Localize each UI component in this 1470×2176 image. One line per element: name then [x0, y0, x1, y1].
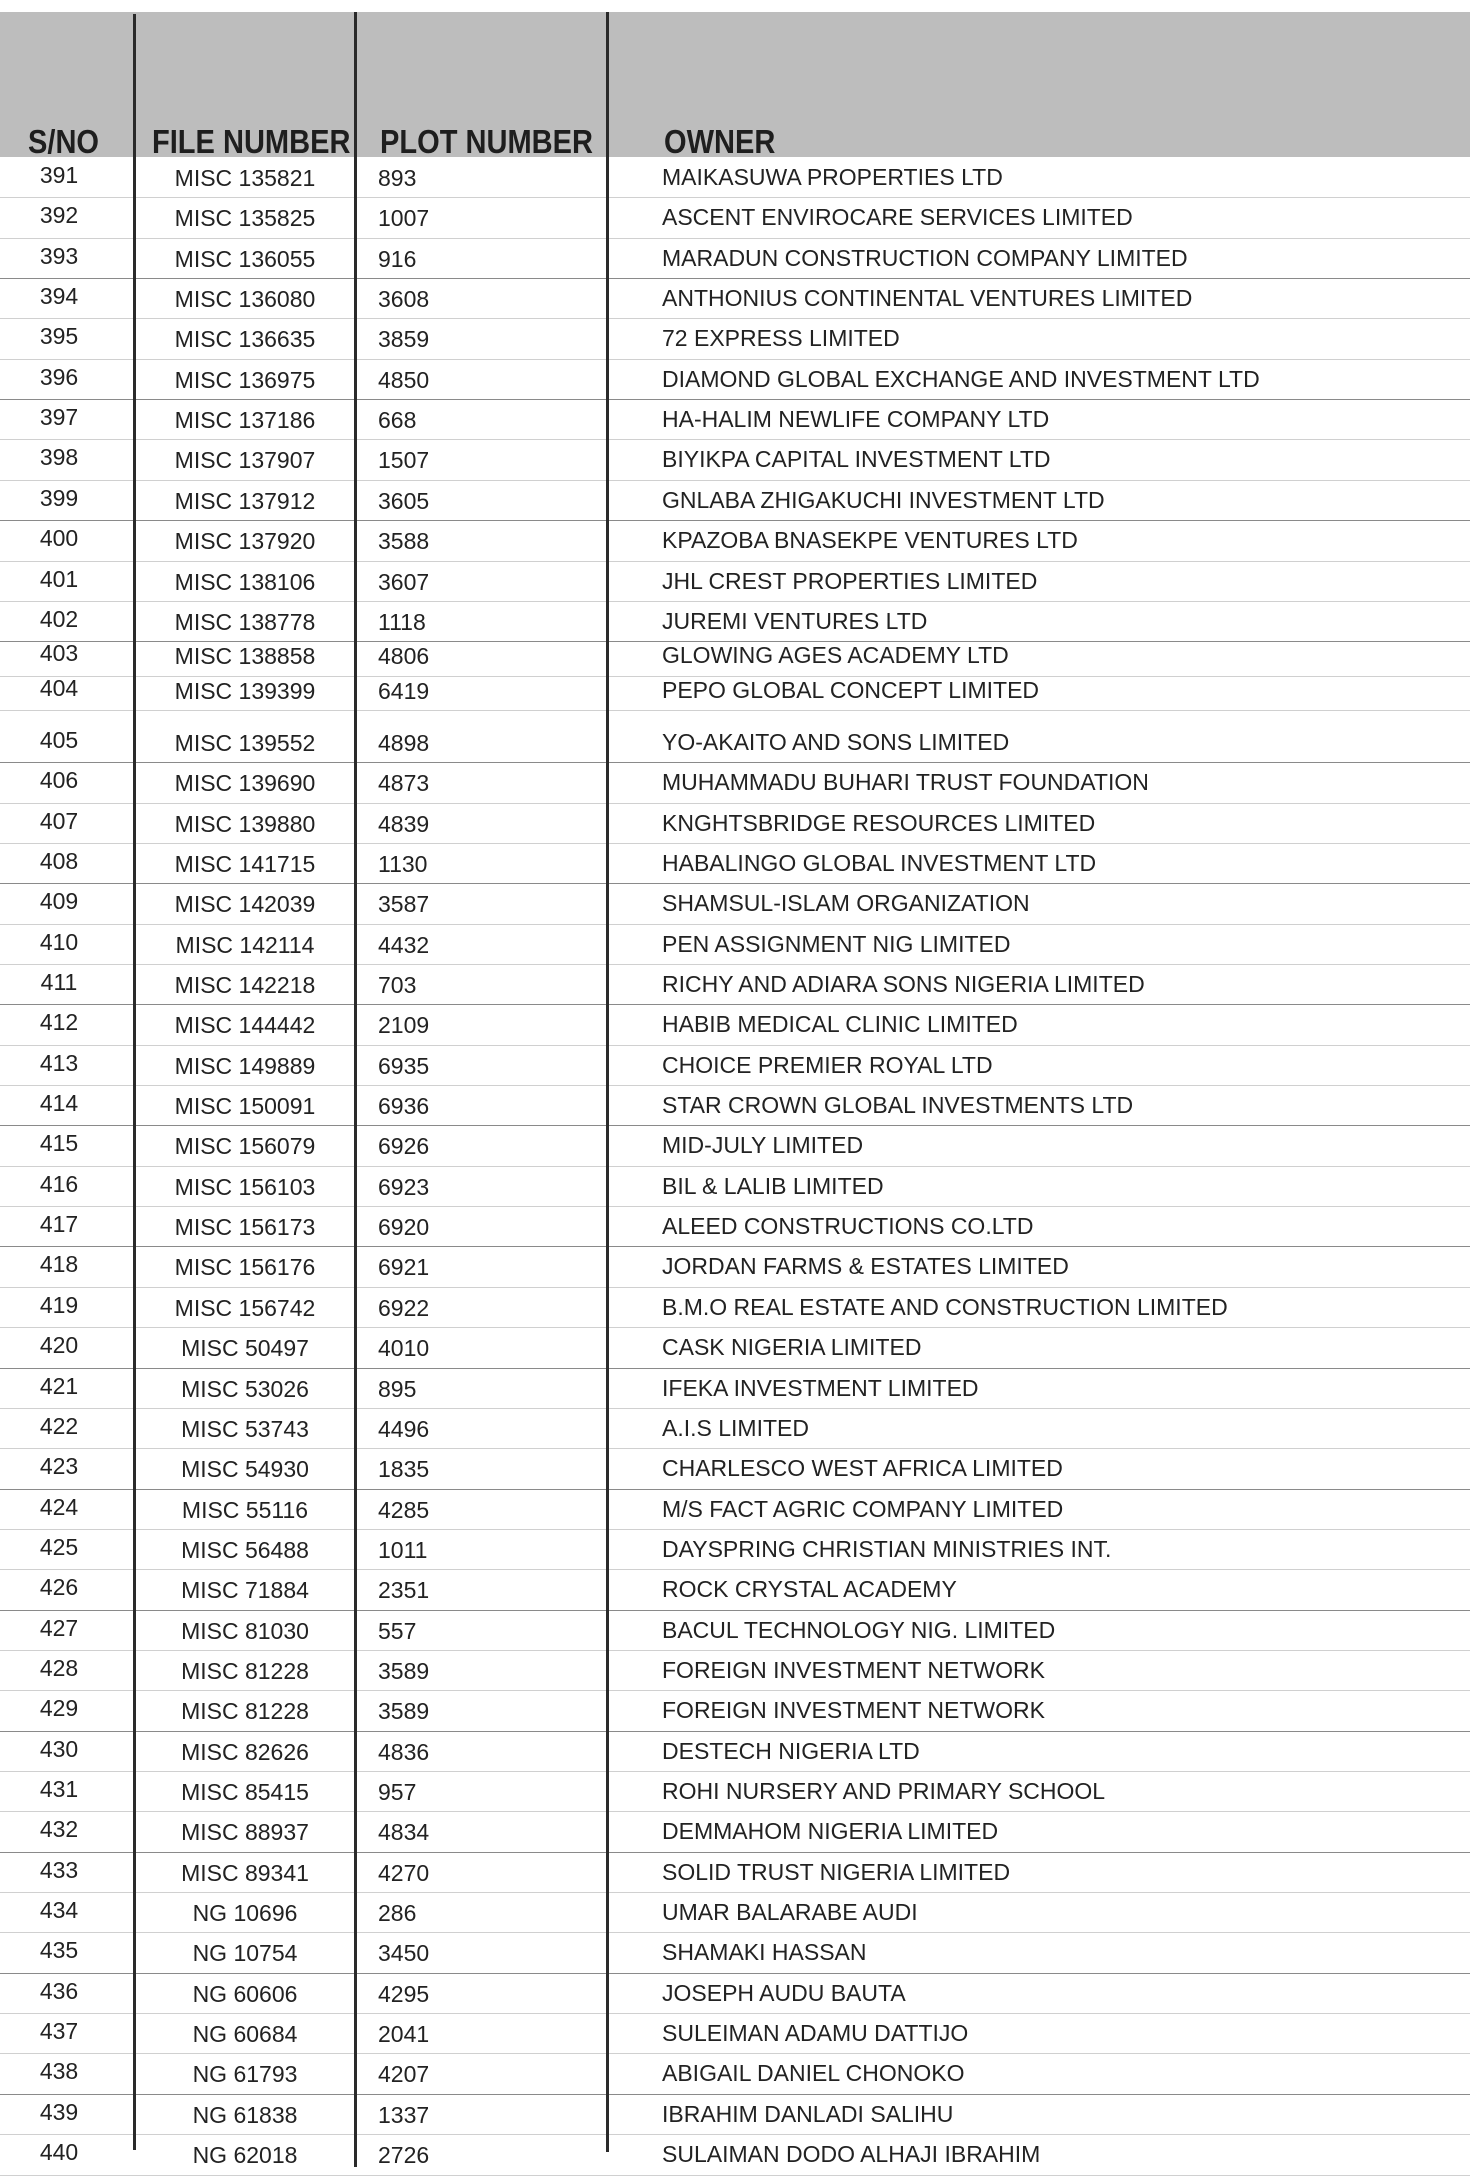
cell-plot-number: 4873	[378, 770, 430, 797]
cell-owner: BIL & LALIB LIMITED	[662, 1172, 884, 1199]
table-row	[0, 762, 1470, 802]
cell-plot-number: 916	[378, 245, 417, 272]
cell-sno: 407	[39, 807, 79, 834]
cell-plot-number: 895	[378, 1375, 417, 1402]
cell-file-number: MISC 136055	[174, 245, 316, 272]
table-row	[0, 439, 1470, 479]
table-row	[0, 1811, 1470, 1851]
cell-plot-number: 3450	[378, 1940, 430, 1967]
cell-file-number: NG 62018	[192, 2142, 298, 2169]
cell-owner: RICHY AND ADIARA SONS NIGERIA LIMITED	[662, 971, 1145, 997]
cell-sno: 410	[39, 928, 79, 955]
cell-sno: 398	[39, 444, 79, 471]
table-row	[0, 1166, 1470, 1206]
cell-sno: 403	[39, 640, 79, 667]
column-divider	[606, 12, 609, 2152]
cell-owner: PEN ASSIGNMENT NIG LIMITED	[662, 930, 1011, 957]
cell-plot-number: 3587	[378, 891, 430, 918]
table-row	[0, 1852, 1470, 1892]
cell-owner: MID-JULY LIMITED	[662, 1132, 864, 1159]
table-row	[0, 1489, 1470, 1529]
cell-owner: MUHAMMADU BUHARI TRUST FOUNDATION	[662, 769, 1149, 796]
cell-plot-number: 4850	[378, 366, 430, 393]
cell-file-number: NG 10754	[192, 1940, 298, 1967]
cell-sno: 395	[39, 323, 79, 350]
cell-sno: 418	[39, 1251, 79, 1278]
cell-sno: 393	[39, 242, 79, 269]
cell-file-number: MISC 137920	[174, 528, 316, 555]
cell-sno: 434	[39, 1897, 79, 1924]
cell-file-number: NG 10696	[192, 1900, 298, 1927]
cell-plot-number: 4270	[378, 1859, 430, 1886]
cell-plot-number: 3588	[378, 528, 430, 555]
cell-owner: ANTHONIUS CONTINENTAL VENTURES LIMITED	[662, 285, 1193, 312]
cell-sno: 422	[39, 1412, 79, 1439]
cell-sno: 421	[39, 1372, 79, 1399]
cell-plot-number: 4898	[378, 729, 430, 756]
cell-file-number: MISC 137186	[174, 407, 316, 434]
cell-file-number: MISC 141715	[174, 850, 316, 877]
cell-owner: CHOICE PREMIER ROYAL LTD	[662, 1051, 993, 1078]
cell-plot-number: 1118	[378, 608, 426, 635]
table-row	[0, 1045, 1470, 1085]
cell-file-number: MISC 136080	[174, 286, 316, 313]
cell-file-number: MISC 55116	[181, 1496, 309, 1523]
cell-sno: 399	[39, 484, 79, 511]
cell-plot-number: 286	[378, 1900, 417, 1927]
cell-file-number: MISC 81228	[181, 1698, 309, 1725]
cell-plot-number: 957	[378, 1779, 417, 1805]
cell-file-number: MISC 139399	[174, 677, 316, 704]
cell-sno: 431	[39, 1776, 79, 1802]
cell-sno: 423	[39, 1453, 79, 1480]
table-row	[0, 480, 1470, 520]
cell-file-number: MISC 136975	[174, 366, 316, 393]
cell-file-number: MISC 135825	[174, 205, 316, 232]
cell-sno: 426	[39, 1574, 79, 1601]
cell-plot-number: 4834	[378, 1819, 430, 1846]
cell-plot-number: 6936	[378, 1093, 430, 1120]
table-row	[0, 1327, 1470, 1367]
cell-sno: 413	[39, 1049, 79, 1076]
table-row	[0, 1529, 1470, 1569]
cell-plot-number: 6923	[378, 1173, 430, 1200]
cell-owner: ROHI NURSERY AND PRIMARY SCHOOL	[662, 1778, 1106, 1804]
cell-sno: 415	[39, 1130, 79, 1157]
table-row	[0, 318, 1470, 358]
cell-plot-number: 3605	[378, 487, 430, 514]
cell-plot-number: 6920	[378, 1214, 430, 1241]
cell-plot-number: 1011	[378, 1536, 428, 1563]
cell-sno: 412	[39, 1009, 79, 1036]
cell-plot-number: 6921	[378, 1254, 430, 1281]
table-row	[0, 157, 1470, 197]
cell-owner: DEMMAHOM NIGERIA LIMITED	[662, 1818, 999, 1845]
cell-sno: 416	[39, 1170, 79, 1197]
cell-plot-number: 3589	[378, 1657, 430, 1684]
cell-sno: 429	[39, 1695, 79, 1722]
cell-sno: 409	[39, 888, 79, 915]
cell-sno: 433	[39, 1856, 79, 1883]
table-row	[0, 1206, 1470, 1246]
cell-file-number: MISC 89341	[181, 1859, 309, 1886]
cell-file-number: MISC 156103	[174, 1173, 316, 1200]
cell-plot-number: 1337	[378, 2101, 430, 2128]
table-row	[0, 561, 1470, 601]
cell-owner: GLOWING AGES ACADEMY LTD	[662, 642, 1009, 669]
cell-file-number: MISC 81228	[181, 1657, 309, 1684]
cell-owner: SOLID TRUST NIGERIA LIMITED	[662, 1858, 1011, 1885]
column-divider	[133, 14, 136, 2150]
table-row	[0, 238, 1470, 278]
cell-owner: ABIGAIL DANIEL CHONOKO	[662, 2060, 965, 2087]
cell-plot-number: 6935	[378, 1052, 430, 1079]
cell-plot-number: 2351	[378, 1577, 430, 1604]
table-row	[0, 1569, 1470, 1609]
cell-file-number: NG 61793	[192, 2061, 298, 2088]
cell-sno: 406	[39, 767, 79, 794]
cell-sno: 414	[39, 1090, 79, 1117]
cell-plot-number: 703	[378, 972, 417, 998]
cell-plot-number: 557	[378, 1617, 417, 1644]
table-row	[0, 1085, 1470, 1125]
cell-file-number: MISC 53743	[181, 1415, 309, 1442]
cell-file-number: MISC 82626	[181, 1738, 309, 1765]
table-row	[0, 2134, 1470, 2174]
cell-sno: 425	[39, 1533, 79, 1560]
cell-plot-number: 4432	[378, 931, 430, 958]
cell-sno: 405	[39, 726, 79, 753]
cell-file-number: MISC 156742	[174, 1294, 316, 1321]
cell-plot-number: 1835	[378, 1456, 430, 1483]
cell-file-number: MISC 71884	[181, 1577, 309, 1604]
cell-owner: M/S FACT AGRIC COMPANY LIMITED	[662, 1495, 1064, 1522]
table-row	[0, 1368, 1470, 1408]
cell-plot-number: 3859	[378, 326, 430, 353]
cell-file-number: MISC 138778	[174, 608, 316, 635]
cell-owner: KPAZOBA BNASEKPE VENTURES LTD	[662, 527, 1078, 554]
cell-sno: 427	[39, 1614, 79, 1641]
cell-file-number: MISC 139552	[174, 729, 316, 756]
table-row	[0, 1246, 1470, 1286]
cell-owner: SULAIMAN DODO ALHAJI IBRAHIM	[662, 2141, 1041, 2168]
header-file-number: FILE NUMBER	[152, 123, 351, 160]
cell-plot-number: 3589	[378, 1698, 430, 1725]
table-row	[0, 2053, 1470, 2093]
cell-sno: 401	[39, 565, 79, 592]
table-row	[0, 964, 1470, 1004]
cell-file-number: MISC 81030	[181, 1617, 309, 1644]
cell-plot-number: 1130	[378, 850, 428, 877]
cell-plot-number: 4806	[378, 643, 430, 670]
table-row	[0, 1973, 1470, 2013]
cell-owner: ASCENT ENVIROCARE SERVICES LIMITED	[662, 204, 1133, 231]
cell-file-number: MISC 142039	[174, 891, 316, 918]
cell-owner: MARADUN CONSTRUCTION COMPANY LIMITED	[662, 244, 1188, 271]
cell-sno: 440	[39, 2139, 79, 2166]
cell-sno: 419	[39, 1291, 79, 1318]
cell-owner: SHAMAKI HASSAN	[662, 1939, 867, 1966]
cell-file-number: NG 60684	[192, 2021, 298, 2048]
cell-file-number: MISC 54930	[181, 1456, 309, 1483]
cell-owner: ALEED CONSTRUCTIONS CO.LTD	[662, 1213, 1034, 1240]
table-row	[0, 2013, 1470, 2053]
cell-owner: JOSEPH AUDU BAUTA	[662, 1979, 906, 2006]
table-row	[0, 1610, 1470, 1650]
cell-sno: 420	[39, 1332, 79, 1359]
cell-owner: DIAMOND GLOBAL EXCHANGE AND INVESTMENT LTD	[662, 365, 1260, 392]
cell-sno: 397	[39, 404, 79, 431]
cell-plot-number: 6922	[378, 1294, 430, 1321]
cell-owner: DAYSPRING CHRISTIAN MINISTRIES INT.	[662, 1535, 1112, 1562]
cell-file-number: MISC 85415	[181, 1779, 309, 1805]
cell-owner: JORDAN FARMS & ESTATES LIMITED	[662, 1253, 1069, 1280]
cell-file-number: MISC 139690	[174, 770, 316, 797]
cell-plot-number: 6926	[378, 1133, 430, 1160]
cell-sno: 394	[39, 283, 79, 310]
cell-sno: 432	[39, 1816, 79, 1843]
cell-owner: HABIB MEDICAL CLINIC LIMITED	[662, 1011, 1018, 1038]
table-row	[0, 1287, 1470, 1327]
cell-owner: FOREIGN INVESTMENT NETWORK	[662, 1697, 1045, 1724]
table-row	[0, 722, 1470, 762]
table-row	[0, 2094, 1470, 2134]
cell-plot-number: 2041	[378, 2021, 430, 2048]
cell-sno: 392	[39, 202, 79, 229]
cell-sno: 400	[39, 525, 79, 552]
cell-sno: 435	[39, 1937, 79, 1964]
table-row	[0, 1892, 1470, 1932]
table-row	[0, 924, 1470, 964]
table-row	[0, 1650, 1470, 1690]
table-row	[0, 843, 1470, 883]
cell-plot-number: 4295	[378, 1980, 430, 2007]
cell-plot-number: 4839	[378, 810, 430, 837]
cell-owner: GNLABA ZHIGAKUCHI INVESTMENT LTD	[662, 486, 1105, 513]
cell-owner: STAR CROWN GLOBAL INVESTMENTS LTD	[662, 1092, 1134, 1119]
cell-owner: BIYIKPA CAPITAL INVESTMENT LTD	[662, 446, 1051, 473]
cell-plot-number: 4010	[378, 1335, 430, 1362]
cell-file-number: NG 61838	[192, 2101, 298, 2128]
table-row	[0, 197, 1470, 237]
cell-owner: CASK NIGERIA LIMITED	[662, 1334, 922, 1361]
cell-plot-number: 893	[378, 165, 417, 191]
table-row	[0, 1004, 1470, 1044]
header-plot-number: PLOT NUMBER	[380, 123, 593, 160]
cell-plot-number: 2726	[378, 2142, 430, 2169]
cell-sno: 438	[39, 2058, 79, 2085]
cell-owner: YO-AKAITO AND SONS LIMITED	[662, 728, 1010, 755]
cell-sno: 428	[39, 1654, 79, 1681]
table-row	[0, 520, 1470, 560]
cell-owner: HA-HALIM NEWLIFE COMPANY LTD	[662, 406, 1050, 433]
cell-plot-number: 668	[378, 407, 417, 434]
cell-plot-number: 4285	[378, 1496, 430, 1523]
cell-file-number: MISC 53026	[181, 1375, 309, 1402]
cell-owner: A.I.S LIMITED	[662, 1414, 809, 1441]
cell-plot-number: 4496	[378, 1415, 430, 1442]
table-row	[0, 1408, 1470, 1448]
cell-file-number: MISC 139880	[174, 810, 316, 837]
cell-file-number: MISC 136635	[174, 326, 316, 353]
cell-file-number: MISC 138858	[174, 643, 316, 670]
cell-sno: 417	[39, 1211, 79, 1238]
cell-sno: 391	[39, 162, 79, 188]
row-divider	[0, 710, 1470, 711]
header-sno: S/NO	[28, 123, 100, 160]
cell-sno: 430	[39, 1735, 79, 1762]
cell-file-number: MISC 135821	[174, 165, 316, 191]
cell-file-number: MISC 88937	[181, 1819, 309, 1846]
table-row	[0, 1731, 1470, 1771]
cell-sno: 411	[40, 969, 78, 995]
cell-owner: FOREIGN INVESTMENT NETWORK	[662, 1656, 1045, 1683]
table-row	[0, 1771, 1470, 1811]
table-row	[0, 803, 1470, 843]
table-row	[0, 399, 1470, 439]
cell-file-number: MISC 149889	[174, 1052, 316, 1079]
cell-sno: 408	[39, 847, 79, 874]
row-divider	[0, 2175, 1470, 2176]
cell-file-number: MISC 156176	[174, 1254, 316, 1281]
column-divider	[354, 12, 357, 2167]
cell-sno: 404	[39, 674, 79, 701]
cell-owner: HABALINGO GLOBAL INVESTMENT LTD	[662, 849, 1097, 876]
cell-owner: SULEIMAN ADAMU DATTIJO	[662, 2020, 969, 2047]
cell-plot-number: 4207	[378, 2061, 430, 2088]
cell-owner: IFEKA INVESTMENT LIMITED	[662, 1374, 979, 1401]
cell-file-number: MISC 50497	[181, 1335, 309, 1362]
cell-sno: 439	[39, 2098, 79, 2125]
cell-sno: 424	[39, 1493, 79, 1520]
cell-owner: JHL CREST PROPERTIES LIMITED	[662, 567, 1038, 594]
cell-owner: CHARLESCO WEST AFRICA LIMITED	[662, 1455, 1063, 1482]
cell-owner: UMAR BALARABE AUDI	[662, 1899, 918, 1926]
cell-plot-number: 2109	[378, 1012, 430, 1039]
cell-owner: KNGHTSBRIDGE RESOURCES LIMITED	[662, 809, 1096, 836]
cell-file-number: MISC 56488	[181, 1536, 309, 1563]
cell-plot-number: 1507	[378, 447, 430, 474]
cell-file-number: MISC 142218	[174, 972, 316, 998]
cell-plot-number: 6419	[378, 677, 430, 704]
cell-file-number: MISC 144442	[174, 1012, 316, 1039]
table-row	[0, 1125, 1470, 1165]
cell-file-number: MISC 156173	[174, 1214, 316, 1241]
cell-plot-number: 3607	[378, 568, 430, 595]
cell-file-number: NG 60606	[192, 1980, 298, 2007]
cell-owner: ROCK CRYSTAL ACADEMY	[662, 1576, 957, 1603]
cell-owner: BACUL TECHNOLOGY NIG. LIMITED	[662, 1616, 1056, 1643]
table-row	[0, 670, 1470, 710]
cell-owner: SHAMSUL-ISLAM ORGANIZATION	[662, 890, 1030, 917]
cell-plot-number: 4836	[378, 1738, 430, 1765]
cell-owner: B.M.O REAL ESTATE AND CONSTRUCTION LIMITED	[662, 1293, 1228, 1320]
table-row	[0, 278, 1470, 318]
cell-file-number: MISC 138106	[174, 568, 316, 595]
table-row	[0, 359, 1470, 399]
cell-file-number: MISC 137912	[174, 487, 316, 514]
cell-owner: 72 EXPRESS LIMITED	[662, 325, 900, 352]
cell-file-number: MISC 142114	[175, 931, 315, 958]
cell-sno: 437	[39, 2018, 79, 2045]
cell-owner: MAIKASUWA PROPERTIES LTD	[662, 164, 1003, 190]
cell-file-number: MISC 156079	[174, 1133, 316, 1160]
cell-plot-number: 3608	[378, 286, 430, 313]
cell-sno: 396	[39, 363, 79, 390]
table-row	[0, 1932, 1470, 1972]
table-header	[0, 12, 1470, 160]
cell-sno: 402	[39, 605, 79, 632]
cell-owner: IBRAHIM DANLADI SALIHU	[662, 2100, 954, 2127]
table-row	[0, 883, 1470, 923]
cell-file-number: MISC 137907	[174, 447, 316, 474]
cell-owner: JUREMI VENTURES LTD	[662, 607, 928, 634]
cell-sno: 436	[39, 1977, 79, 2004]
cell-owner: DESTECH NIGERIA LTD	[662, 1737, 920, 1764]
table-row	[0, 1690, 1470, 1730]
cell-plot-number: 1007	[378, 205, 430, 232]
header-owner: OWNER	[664, 123, 776, 160]
cell-file-number: MISC 150091	[174, 1093, 316, 1120]
table-row	[0, 1448, 1470, 1488]
cell-owner: PEPO GLOBAL CONCEPT LIMITED	[662, 676, 1040, 703]
